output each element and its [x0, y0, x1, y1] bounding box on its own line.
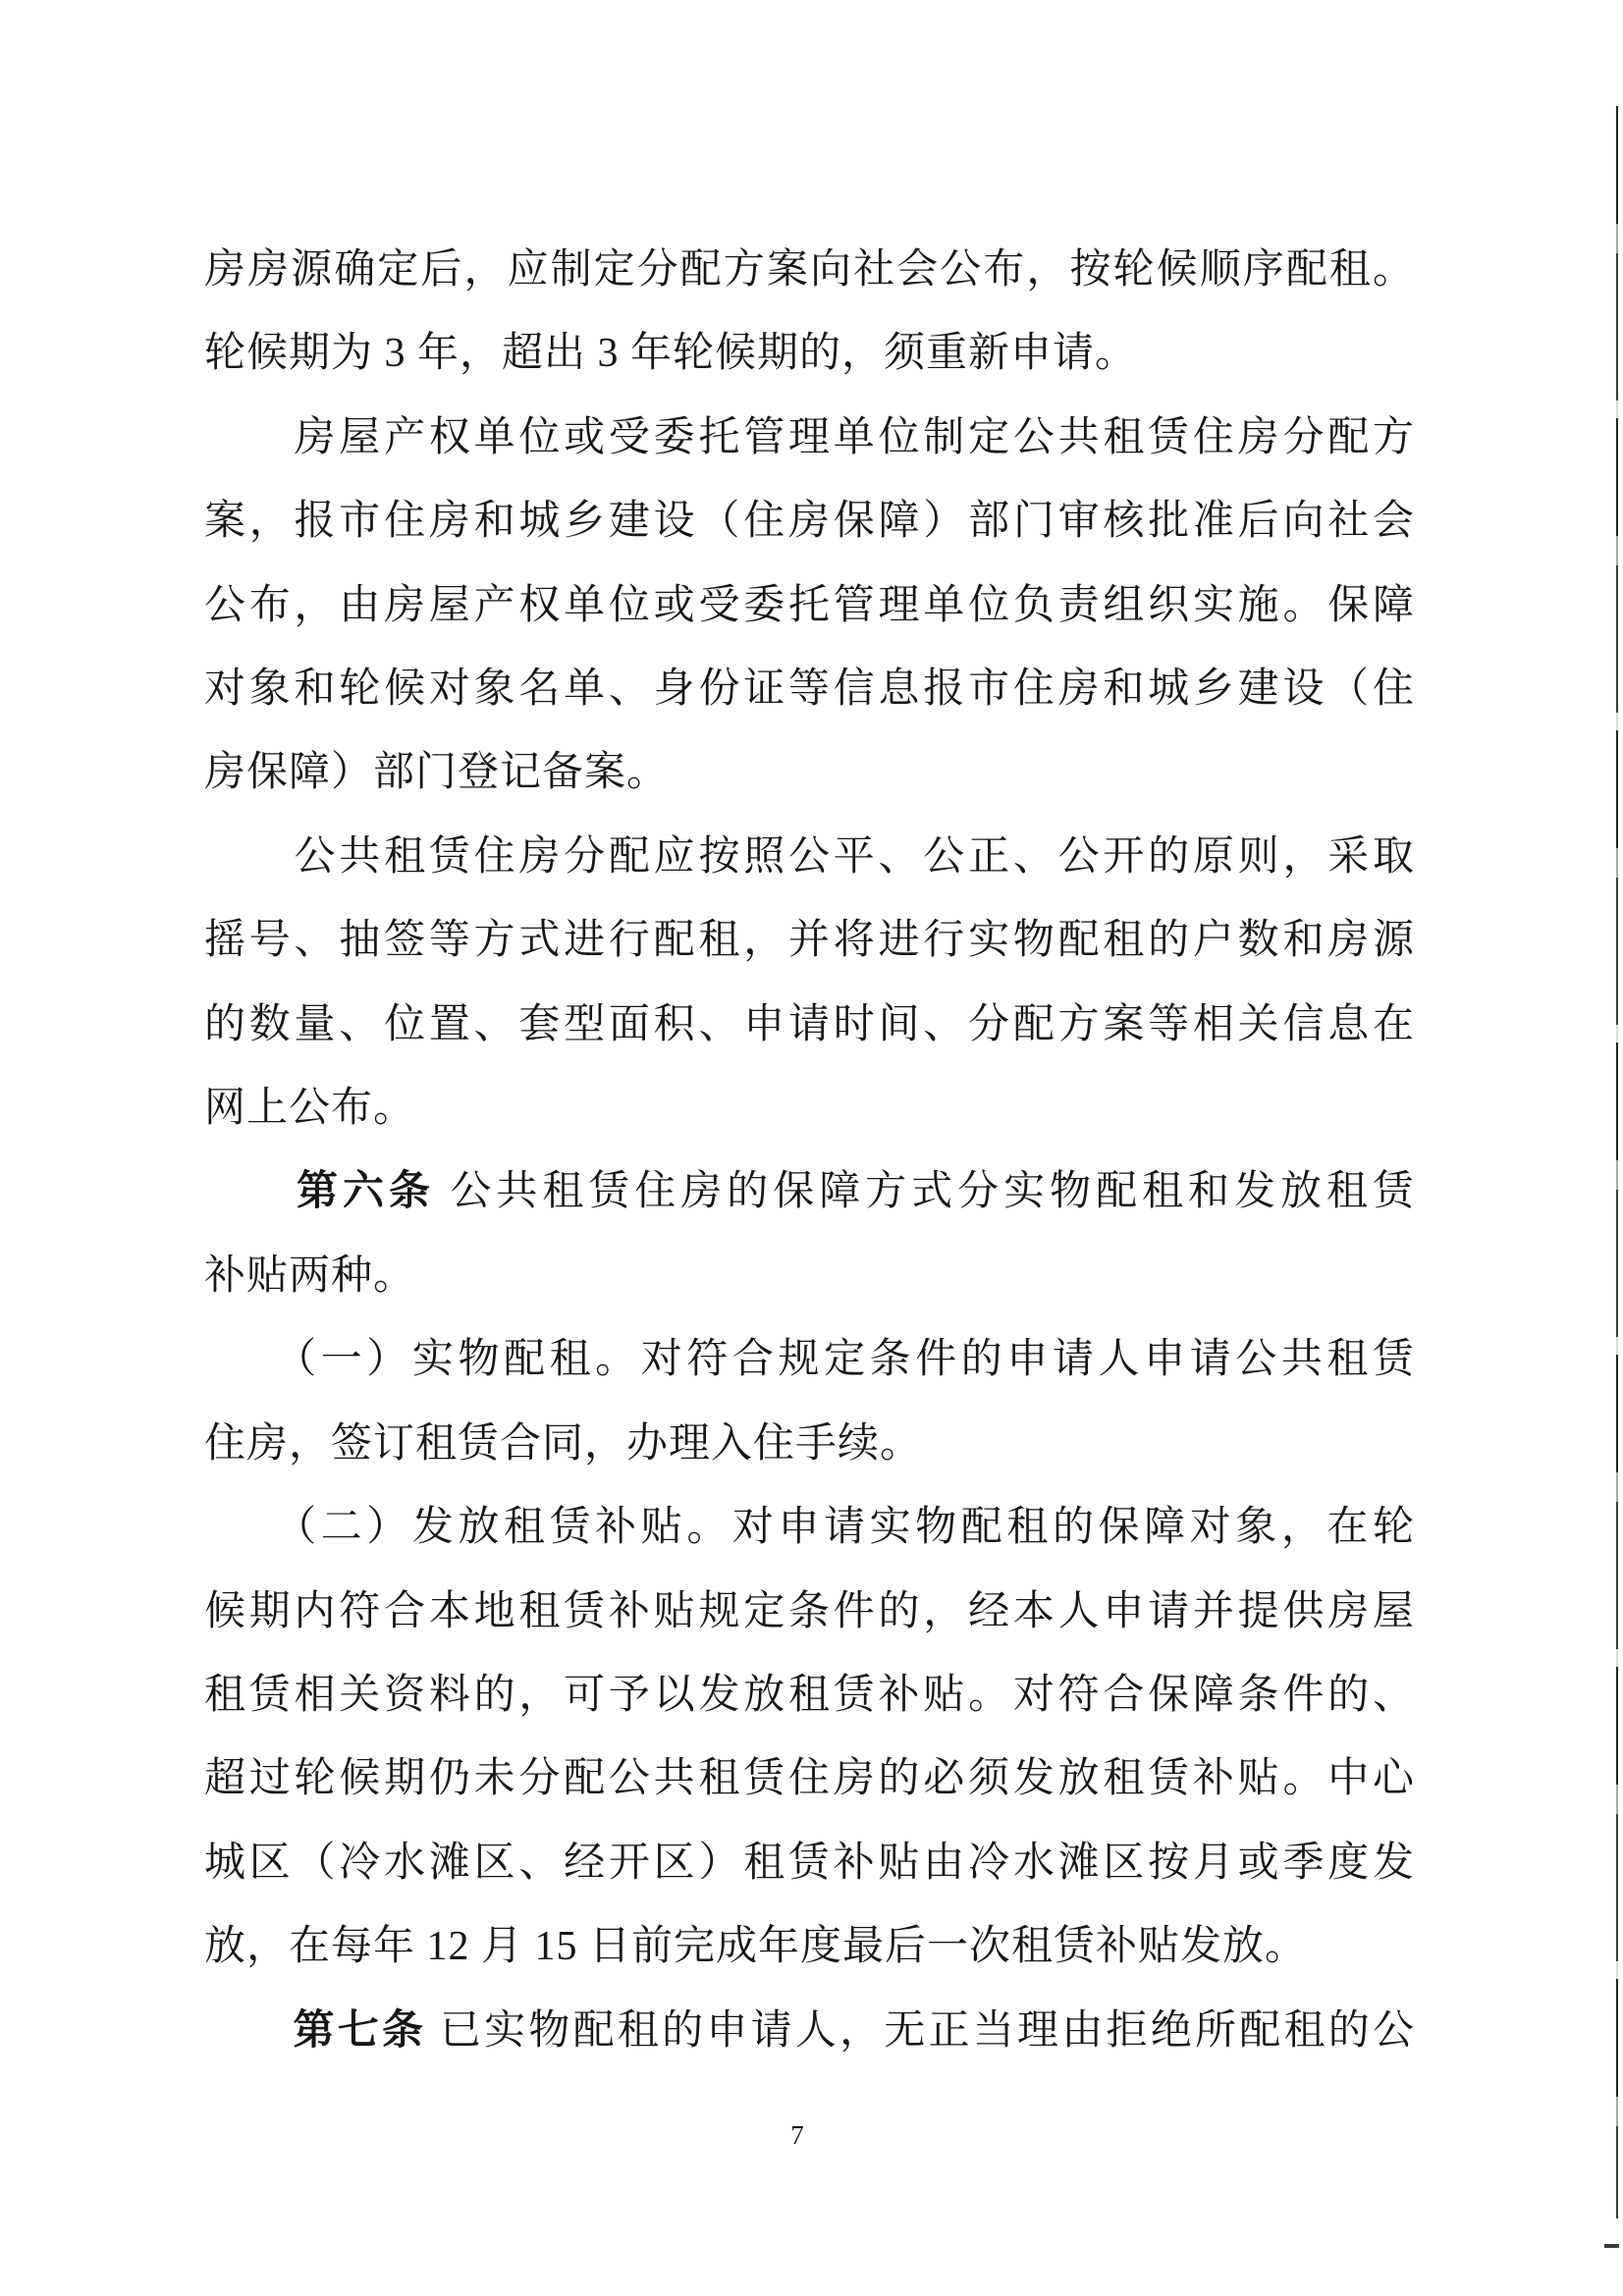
text-line: 超过轮候期仍未分配公共租赁住房的必须发放租赁补贴。中心: [204, 1756, 1415, 1802]
article-6-text: 公共租赁住房的保障方式分实物配租和发放租赁: [434, 1169, 1415, 1215]
text-line: 房保障）部门登记备案。: [204, 750, 670, 796]
page-number: 7: [790, 2120, 804, 2150]
scan-artifact-line: [1616, 106, 1618, 2218]
text-line: 对象和轮候对象名单、身份证等信息报市住房和城乡建设（住: [204, 667, 1415, 713]
text-line: 候期内符合本地租赁补贴规定条件的，经本人申请并提供房屋: [204, 1588, 1415, 1634]
text-line: 城区（冷水滩区、经开区）租赁补贴由冷水滩区按月或季度发: [204, 1840, 1415, 1886]
article-7-text: 已实物配租的申请人，无正当理由拒绝所配租的公: [426, 2007, 1415, 2054]
text-line: 案，报市住房和城乡建设（住房保障）部门审核批准后向社会: [204, 499, 1415, 545]
text-line: 网上公布。: [204, 1086, 416, 1132]
text-line: （二）发放租赁补贴。对申请实物配租的保障对象，在轮: [204, 1505, 1415, 1551]
text-line: 租赁相关资料的，可予以发放租赁补贴。对符合保障条件的、: [204, 1672, 1415, 1718]
text-line: 摇号、抽签等方式进行配租，并将进行实物配租的户数和房源: [204, 918, 1415, 964]
text-line-article-6: [204, 1150, 1415, 1234]
text-line: 公布，由房屋产权单位或受委托管理单位负责组织实施。保障: [204, 582, 1415, 628]
text-line: 放，在每年 12 月 15 日前完成年度最后一次租赁补贴发放。: [204, 1924, 1308, 1970]
text-line: 住房，签订租赁合同，办理入住手续。: [204, 1420, 923, 1467]
text-line: 房房源确定后，应制定分配方案向社会公布，按轮候顺序配租。: [204, 247, 1415, 293]
text-line-article-7: [204, 1990, 1415, 2073]
text-line: 轮候期为 3 年，超出 3 年轮候期的，须重新申请。: [204, 331, 1138, 377]
article-7-heading: 第七条: [204, 2007, 427, 2054]
text-line: 房屋产权单位或受委托管理单位制定公共租赁住房分配方: [204, 414, 1415, 460]
article-6-heading: 第六条: [204, 1169, 435, 1215]
document-body-text: [204, 229, 1415, 2073]
text-line: （一）实物配租。对符合规定条件的申请人申请公共租赁: [204, 1337, 1415, 1383]
text-line: 的数量、位置、套型面积、申请时间、分配方案等相关信息在: [204, 1001, 1415, 1047]
text-line: 补贴两种。: [204, 1253, 416, 1299]
scan-artifact-mark: [1604, 2244, 1619, 2248]
text-line: 公共租赁住房分配应按照公平、公正、公开的原则，采取: [204, 833, 1415, 880]
